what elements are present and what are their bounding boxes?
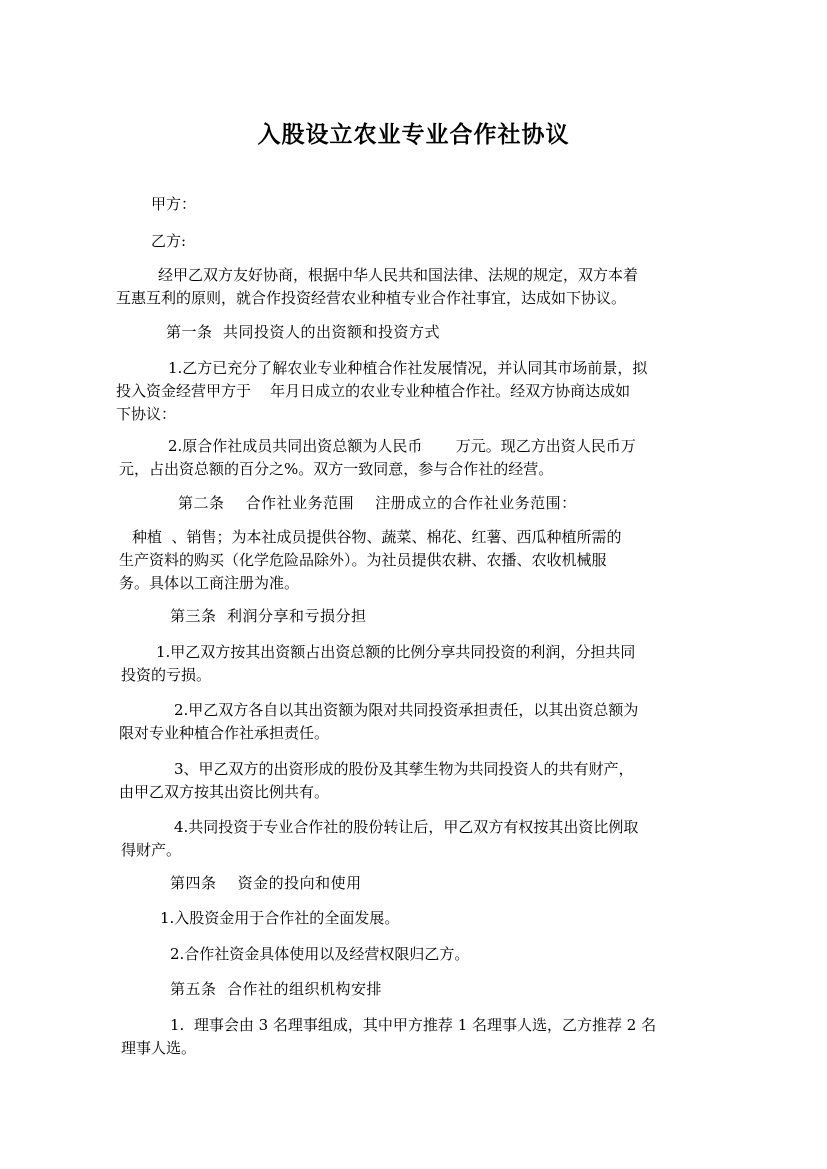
article-2-body-line-3: 务。具体以工商注册为准。 (119, 574, 300, 592)
party-b-label: 乙方: (151, 232, 187, 250)
article-5-p1-line-2: 理事人选。 (121, 1039, 197, 1057)
article-1-p1-line-3: 下协议： (116, 405, 177, 423)
article-5-heading: 第五条 合作社的组织机构安排 (170, 980, 383, 998)
article-4-p1: 1.入股资金用于合作社的全面发展。 (160, 909, 400, 927)
article-1-p2-line-2: 元，占出资总额的百分之%。双方一致同意，参与合作社的经营。 (119, 460, 554, 478)
article-3-p4-line-2: 得财产。 (121, 841, 182, 859)
party-a-label: 甲方： (151, 195, 197, 213)
article-1-p1-line-2: 投入资金经营甲方于 年月日成立的农业专业种植合作社。经双方协商达成如 (116, 382, 631, 400)
article-4-p2: 2.合作社资金具体使用以及经营权限归乙方。 (170, 945, 470, 963)
article-1-p2-line-1: 2.原合作社成员共同出资总额为人民币 万元。现乙方出资人民币万 (168, 437, 636, 455)
article-3-p1-line-1: 1.甲乙双方按其出资额占出资总额的比例分享共同投资的利润，分担共同 (156, 643, 636, 661)
article-2-heading: 第二条 合作社业务范围 注册成立的合作社业务范围： (178, 494, 577, 512)
article-4-heading: 第四条 资金的投向和使用 (170, 874, 362, 892)
article-3-p2-line-1: 2.甲乙双方各自以其出资额为限对共同投资承担责任，以其出资总额为 (174, 701, 639, 719)
article-2-body-line-1: 种植 、销售；为本社成员提供谷物、蔬菜、棉花、红薯、西瓜种植所需的 (132, 528, 622, 546)
article-3-p3-line-1: 3、甲乙双方的出资形成的股份及其孳生物为共同投资人的共有财产， (174, 760, 634, 778)
article-3-p2-line-2: 限对专业种植合作社承担责任。 (119, 724, 330, 742)
document-title: 入股设立农业专业合作社协议 (257, 122, 570, 149)
article-2-body-line-2: 生产资料的购买（化学危险品除外）。为社员提供农耕、农播、农收机械服 (119, 551, 607, 569)
intro-line-2: 互惠互利的原则，就合作投资经营农业种植专业合作社事宜，达成如下协议。 (116, 289, 627, 307)
article-3-heading: 第三条 利润分享和亏损分担 (170, 607, 367, 625)
article-1-heading: 第一条 共同投资人的出资额和投资方式 (166, 323, 441, 341)
article-3-p3-line-2: 由甲乙双方按其出资比例共有。 (119, 783, 330, 801)
article-5-p1-line-1: 1. 理事会由 3 名理事组成，其中甲方推荐 1 名理事人选，乙方推荐 2 名 (170, 1016, 657, 1034)
article-3-p1-line-2: 投资的亏损。 (121, 666, 212, 684)
article-3-p4-line-1: 4.共同投资于专业合作社的股份转让后，甲乙双方有权按其出资比例取 (174, 818, 639, 836)
article-1-p1-line-1: 1.乙方已充分了解农业专业种植合作社发展情况，并认同其市场前景，拟 (168, 359, 648, 377)
intro-line-1: 经甲乙双方友好协商，根据中华人民共和国法律、法规的规定，双方本着 (158, 266, 639, 284)
